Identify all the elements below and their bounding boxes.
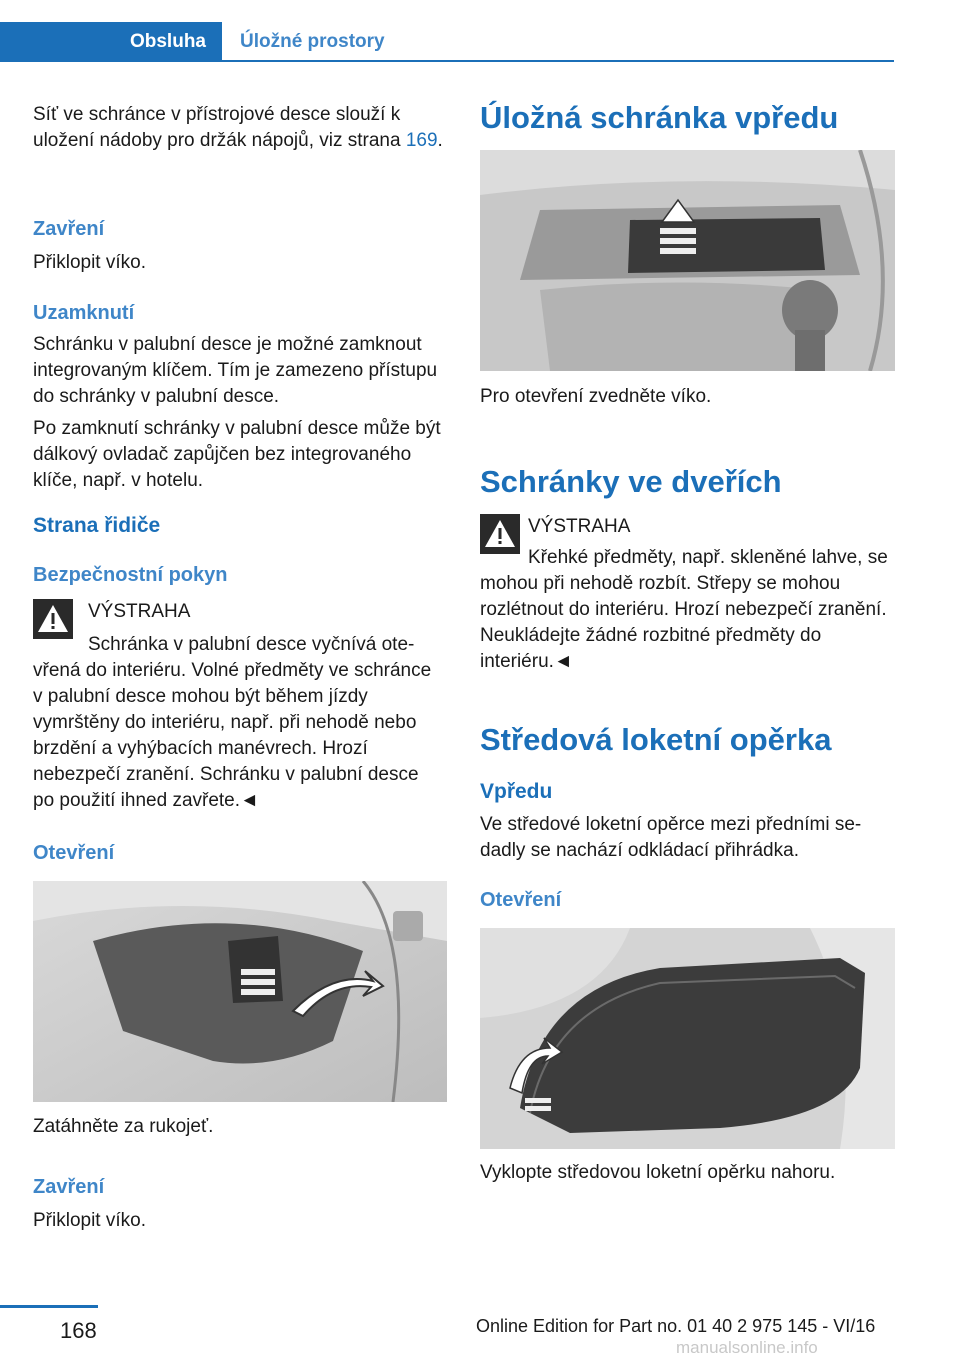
warning-text-left: Schránka v palubní desce vyčnívá otevřená do interiéru. Volné předměty ve schránce v palubní desce mohou být během jízdy vymrštěny do interiéru, např. při nehodě nebo brzdění a vyhýbacích manévrech. Hrozí nebezpečí zranění. Schránku v palubní desce po použití ihned zavřete.◄ <box>33 634 432 811</box>
intro-text: Síť ve schránce v přístrojové desce slouží k uložení nádoby pro držák nápojů, viz strana <box>33 104 401 151</box>
heading-uzamknuti: Uzamknutí <box>33 302 135 324</box>
heading-strana-ridice: Strana řidiče <box>33 514 161 537</box>
front-storage-caption: Pro otevření zvedněte víko. <box>480 386 712 407</box>
front-storage-illustration <box>480 150 895 371</box>
uzamknuti-paragraph-1: Schránku v palubní desce je možné zamknout integrovaným klíčem. Tím je zamezeno přístupu do schránky v palubní desce. <box>33 334 438 407</box>
uzamknuti-paragraph-2: Po zamknutí schránky v palubní desce může být dálkový ovladač zapůjčen bez integrovaného klíče, např. v hotelu. <box>33 418 441 491</box>
heading-zavreni-2: Zavření <box>33 1176 105 1198</box>
heading-schranky-ve-dverich: Schránky ve dveřích <box>480 464 782 499</box>
warning-title: VÝSTRAHA <box>88 601 191 622</box>
armrest-caption: Vyklopte středovou loketní opěrku nahoru. <box>480 1162 836 1183</box>
heading-bezpecnostni-pokyn: Bezpečnostní pokyn <box>33 564 228 586</box>
heading-ulozna-schranka-vpredu: Úložná schránka vpředu <box>480 100 839 135</box>
tab-obsluha[interactable]: Obsluha <box>0 22 222 62</box>
page-link-169[interactable]: 169 <box>405 130 438 151</box>
tab-ulozne-prostory[interactable]: Úložné prostory <box>240 31 385 52</box>
zavreni-text-2: Přiklopit víko. <box>33 1210 146 1231</box>
header <box>0 0 960 62</box>
heading-stredova-loketni-operka: Středová loketní opěrka <box>480 722 832 757</box>
heading-otevreni-right: Otevření <box>480 889 562 911</box>
header-divider <box>222 60 894 62</box>
intro-end: . <box>437 130 443 151</box>
vpredu-text: Ve středové loketní opěrce mezi předními sedadly se nachází odkládací přihrádka. <box>480 814 862 861</box>
otevreni-caption: Zatáhněte za rukojeť. <box>33 1116 214 1137</box>
warning-text-right: Křehké předměty, např. skleněné lahve, se mohou při nehodě rozbít. Střepy se mohou rozlétnout do interiéru. Hrozí nebezpečí zranění. Neukládejte žádné rozbitné předměty do interiéru.◄ <box>480 547 888 672</box>
heading-otevreni: Otevření <box>33 842 115 864</box>
footer-divider <box>0 1305 98 1308</box>
watermark: manualsonline.info <box>676 1338 818 1357</box>
warning-title-right: VÝSTRAHA <box>528 516 631 537</box>
glovebox-illustration <box>33 881 447 1102</box>
heading-vpredu: Vpředu <box>480 780 553 803</box>
zavreni-text: Přiklopit víko. <box>33 252 146 273</box>
armrest-illustration <box>480 928 895 1149</box>
page-number: 168 <box>60 1318 97 1343</box>
intro-paragraph <box>33 102 443 154</box>
edition-text: Online Edition for Part no. 01 40 2 975 145 - VI/16 <box>476 1316 876 1336</box>
heading-zavreni: Zavření <box>33 218 105 240</box>
